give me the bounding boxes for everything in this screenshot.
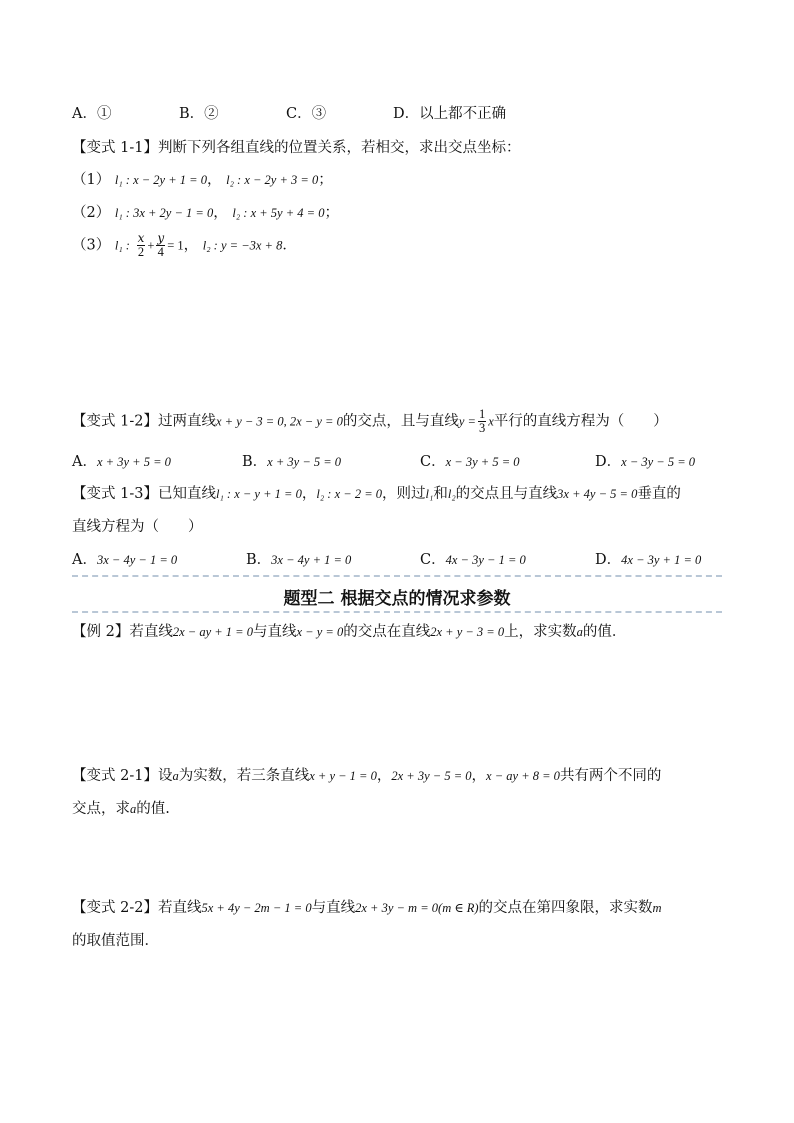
separator: ，	[183, 237, 199, 254]
equation-3: 2x + y − 3 = 0	[430, 625, 505, 639]
variant-1-2-option-b: B．x + 3y − 5 = 0	[242, 454, 342, 470]
variant-2-2-question-line-2: 的取值范围．	[72, 933, 159, 949]
section-divider-top	[72, 575, 722, 577]
fraction-x-over-2: $\frac{x}{2}$	[137, 231, 145, 259]
variant-1-2-question: 【变式 1-2】过两直线x + y − 3 = 0, 2x − y = 0的交点，且与直线y = $\frac{1}{3}$ x平行的直线方程为（ ）	[72, 407, 668, 436]
variant-1-3-option-c: C．4x − 3y − 1 = 0	[420, 552, 526, 568]
part-label: （3）	[72, 237, 111, 254]
condition: (m ∈ R)	[438, 901, 479, 915]
variant-1-1-part-3	[72, 232, 297, 259]
variant-1-2-option-a: A．x + 3y + 5 = 0	[72, 454, 171, 470]
section-title: 题型二 根据交点的情况求参数	[283, 589, 511, 609]
equation-3: x − ay + 8 = 0	[486, 769, 560, 783]
variant-1-2-option-c: C．x − 3y + 5 = 0	[420, 454, 520, 470]
variable-m: m	[652, 901, 662, 915]
variant-2-1-question: 【变式 2-1】设a为实数，若三条直线x + y − 1 = 0，2x + 3y − 5 = 0，x − ay + 8 = 0共有两个不同的	[72, 768, 662, 784]
equation-reference-line: 3x + 4y − 5 = 0	[557, 487, 638, 501]
variant-1-1-part-2	[72, 201, 339, 222]
variant-1-1-part-1	[72, 168, 333, 189]
separator: ，	[206, 172, 222, 188]
equation-2: x − y = 0	[296, 625, 344, 639]
equation-l2: l₂ : y = −3x + 8	[202, 238, 283, 253]
plus-sign: +	[147, 238, 155, 253]
variable-a: a	[130, 802, 137, 816]
equation-l1: l₁ : 3x + 2y − 1 = 0	[114, 206, 214, 220]
separator: ，	[213, 205, 228, 221]
equation-1: x + y − 1 = 0	[309, 769, 377, 783]
equation-1: 5x + 4y − 2m − 1 = 0	[201, 901, 312, 915]
option-a: A．①	[72, 106, 112, 122]
variant-1-1-intro: 【变式 1-1】判断下列各组直线的位置关系，若相交，求出交点坐标：	[72, 140, 521, 156]
equals-one: = 1	[167, 238, 184, 253]
variant-1-3-option-d: D．4x − 3y + 1 = 0	[595, 552, 702, 568]
equation-2: 2x + 3y − 5 = 0	[391, 769, 472, 783]
equation-l2: l₂ : x − 2 = 0	[316, 487, 383, 501]
variable-a: a	[172, 769, 179, 783]
example-2-question: 【例 2】若直线2x − ay + 1 = 0与直线x − y = 0的交点在直线2x + y − 3 = 0上，求实数a的值．	[72, 624, 627, 640]
equation-l1-prefix: l₁ :	[114, 238, 130, 253]
variant-1-3-option-b: B．3x − 4y + 1 = 0	[246, 552, 352, 568]
variant-1-3-question-line-2: 直线方程为（ ）	[72, 519, 203, 535]
equation-2: 2x + 3y − m = 0	[355, 901, 439, 915]
variant-2-2-question: 【变式 2-2】若直线5x + 4y − 2m − 1 = 0与直线2x + 3y − m = 0(m ∈ R)的交点在第四象限，求实数m	[72, 900, 662, 916]
variable-a: a	[576, 625, 583, 639]
equation-two-lines: x + y − 3 = 0, 2x − y = 0	[215, 414, 343, 429]
part-label: （1）	[72, 172, 111, 188]
section-divider-bottom	[72, 611, 722, 613]
part-label: （2）	[72, 205, 111, 221]
end-mark: ；	[324, 205, 339, 221]
variant-1-3-option-a: A．3x − 4y − 1 = 0	[72, 552, 178, 568]
equation-y-prefix: y =	[458, 414, 476, 429]
equation-l2: l₂ : x − 2y + 3 = 0	[226, 173, 319, 187]
variant-1-3-question: 【变式 1-3】已知直线l₁ : x − y + 1 = 0，l₂ : x − 2 = 0，则过l₁和l₂的交点且与直线3x + 4y − 5 = 0垂直的	[72, 486, 681, 502]
end-mark: ．	[282, 237, 297, 254]
variant-1-2-option-d: D．x − 3y − 5 = 0	[595, 454, 696, 470]
equation-x: x	[488, 414, 494, 429]
fraction-one-third: $\frac{1}{3}$	[478, 407, 486, 436]
option-b: B．②	[179, 106, 219, 122]
variant-2-1-question-line-2: 交点，求a的值.	[72, 801, 170, 817]
option-c: C．③	[286, 106, 327, 122]
equation-l1: l₁ : x − 2y + 1 = 0	[114, 173, 207, 187]
fraction-y-over-4: $\frac{y}{4}$	[157, 231, 165, 259]
equation-1: 2x − ay + 1 = 0	[172, 625, 253, 639]
option-d: D．以上都不正确	[393, 106, 507, 122]
equation-l1: l₁ : x − y + 1 = 0	[215, 487, 302, 501]
equation-l2: l₂ : x + 5y + 4 = 0	[232, 206, 325, 220]
end-mark: ；	[318, 172, 333, 188]
